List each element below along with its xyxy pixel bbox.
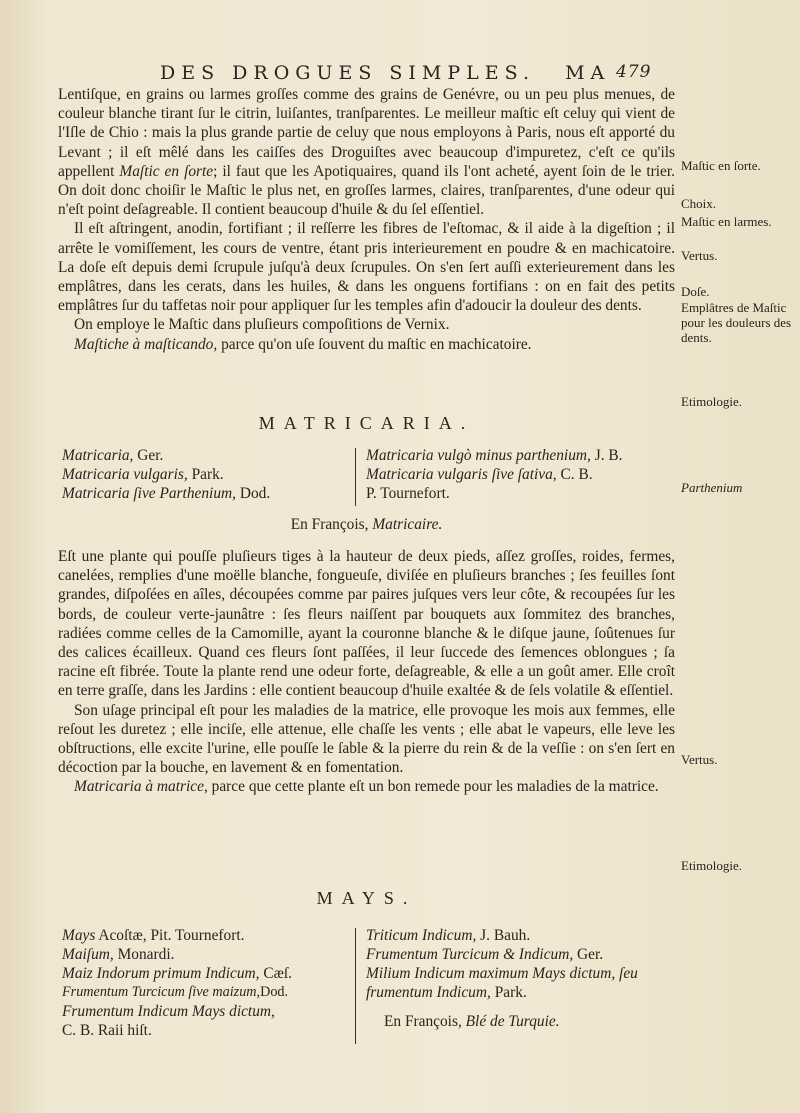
- column-divider: [355, 928, 356, 1044]
- synonym-entry: Mays Acoſtæ, Pit. Tournefort.: [62, 927, 245, 944]
- mays-synonyms-left: [62, 926, 352, 1040]
- margin-note: Doſe.: [681, 284, 710, 299]
- margin-note: Etimologie.: [681, 858, 743, 873]
- margin-note: Vertus.: [681, 752, 718, 767]
- mastic-paragraph-1: Lentiſque, en grains ou larmes groſſes comme des grains de Genévre, ou un peu plus menues, de couleur blanche tirant ſur le citrin, luiſantes, tranſparentes. Le meilleur maſtic eſt celuy qui vient de l'Iſle de Chio : mais la plus grande partie de celuy que nous employons à Paris, nous eſt apporté du Levant ; il eſt mêlé dans les caiſſes des Droguiſtes avec beaucoup d'impuretez, c'eſt ce qu'ils appellent Maſtic en ſorte; il faut que les Apotiquaires, quand ils l'ont acheté, ayent ſoin de le trier. On doit donc choiſir le Maſtic le plus net, en groſſes larmes, claires, tranſparentes, d'une odeur qui n'eſt point deſagreable. Il contient beaucoup d'huile & du ſel eſſentiel.: [58, 86, 675, 219]
- header-abbrev: MA: [565, 62, 611, 84]
- running-header: [160, 62, 660, 84]
- matricaria-synonyms-right: [366, 446, 623, 503]
- matricaria-etymology: Matricaria à matrice, parce que cette plante eſt un bon remede pour les maladies de la matrice.: [74, 778, 659, 796]
- synonym-entry: Maiz Indorum primum Indicum, Cæſ.: [62, 965, 293, 982]
- mays-french-name: En François, Blé de Turquie.: [384, 1013, 560, 1030]
- mays-synonyms-right: [366, 926, 671, 1031]
- mastic-en-sorte-term: Maſtic en ſorte: [119, 162, 214, 180]
- matricaria-synonyms: [58, 446, 675, 508]
- synonym-entry: Matricaria, Ger.: [62, 447, 164, 464]
- synonym-entry: Frumentum Turcicum & Indicum, Ger.: [366, 946, 604, 963]
- margin-note: Choix.: [681, 196, 717, 211]
- matricaria-description: Eſt une plante qui pouſſe pluſieurs tiges à la hauteur de deux pieds, aſſez groſſes, roides, fermes, canelées, remplies d'une moëlle blanche, fongueuſe, diviſée en pluſieurs branches ; ſes feuilles ſont grandes, diſpoſées en aîles, découpées comme par paires juſques vers leur côte, & recoupées ſur les bords, de couleur verte-jaunâtre : ſes fleurs naiſſent par bouquets aux ſommitez des branches, radiées comme celles de la Camomille, ayant la couronne blanche & le diſque jaune, ſoûtenues ſur des calices écailleux. Quand ces fleurs ſont paſſées, il leur ſuccede des ſemences oblongues ; ſa racine eſt fibrée. Toute la plante rend une odeur forte, deſagreable, & elle a un goût amer. Elle croît en terre graſſe, dans les Jardins : elle contient beaucoup d'huile exaltée & de ſels volatile & eſſentiel.: [58, 548, 675, 700]
- synonym-entry: Triticum Indicum, J. Bauh.: [366, 927, 531, 944]
- mastic-paragraph-2: Il eſt aſtringent, anodin, fortifiant ; il reſſerre les fibres de l'eſtomac, & il aide à la digeſtion ; il arrête le vomiſſement, les cours de ventre, étant pris interieurement en poudre & en machicatoire. La doſe eſt depuis demi ſcrupule juſqu'à deux ſcrupules. On s'en ſert auſſi exterieurement dans les emplâtres, dans les cerats, dans les huiles, & dans les onguens fortifians : on en fait des petits emplâtres ſur du taffetas noir pour appliquer ſur les temples afin d'adoucir la douleur des dents.: [58, 220, 675, 315]
- column-divider: [355, 448, 356, 506]
- margin-note: Maſtic en larmes.: [681, 214, 772, 229]
- margin-note: Parthenium: [681, 480, 743, 495]
- synonym-entry: Matricaria vulgaris ſive ſativa, C. B.: [366, 466, 593, 483]
- synonym-entry: C. B. Raii hiſt.: [62, 1022, 152, 1039]
- mastic-paragraph-3: On employe le Maſtic dans pluſieurs compoſitions de Vernix.: [74, 316, 450, 334]
- synonym-entry: P. Tournefort.: [366, 485, 450, 502]
- margin-note: Etimologie.: [681, 394, 743, 409]
- mays-synonyms: [58, 926, 675, 1046]
- margin-note: Emplâtres de Maſtic pour les douleurs des dents.: [681, 300, 792, 345]
- matricaria-french-name: En François, Matricaire.: [290, 516, 443, 533]
- synonym-entry: Frumentum Turcicum ſive maizum,Dod.: [62, 984, 289, 1000]
- header-title: DES DROGUES SIMPLES.: [160, 62, 536, 84]
- margin-note: Vertus.: [681, 248, 718, 263]
- matricaria-text: [58, 547, 675, 797]
- synonym-entry: Frumentum Indicum Mays dictum,: [62, 1003, 275, 1020]
- page-number: 479: [616, 62, 652, 82]
- margin-note: Maſtic en ſorte.: [681, 158, 761, 173]
- matricaria-title: MATRICARIA.: [258, 413, 475, 433]
- mastic-text: [58, 85, 675, 354]
- matricaria-virtues: Son uſage principal eſt pour les maladies de la matrice, elle provoque les mois aux femmes, elle reſout les duretez ; elle inciſe, elle attenue, elle chaſſe les vents ; elle abat le vapeurs, elle leve les obſtructions, elle excite l'urine, elle pouſſe le ſable & la pierre du rein & de la veſſie : on s'en ſert en décoction par la bouche, en lavement & en fomentation.: [58, 701, 675, 777]
- synonym-entry: Maiſum, Monardi.: [62, 946, 175, 963]
- synonym-entry: Milium Indicum maximum Mays dictum, ſeu frumentum Indicum, Park.: [366, 965, 638, 1001]
- mastic-etymology: Maſtiche à maſticando, parce qu'on uſe ſouvent du maſtic en machicatoire.: [74, 335, 532, 353]
- synonym-entry: Matricaria ſive Parthenium, Dod.: [62, 485, 271, 502]
- matricaria-synonyms-left: [62, 446, 270, 503]
- synonym-entry: Matricaria vulgaris, Park.: [62, 466, 224, 483]
- synonym-entry: Matricaria vulgò minus parthenium, J. B.: [366, 447, 623, 464]
- mays-title: MAYS.: [316, 888, 417, 908]
